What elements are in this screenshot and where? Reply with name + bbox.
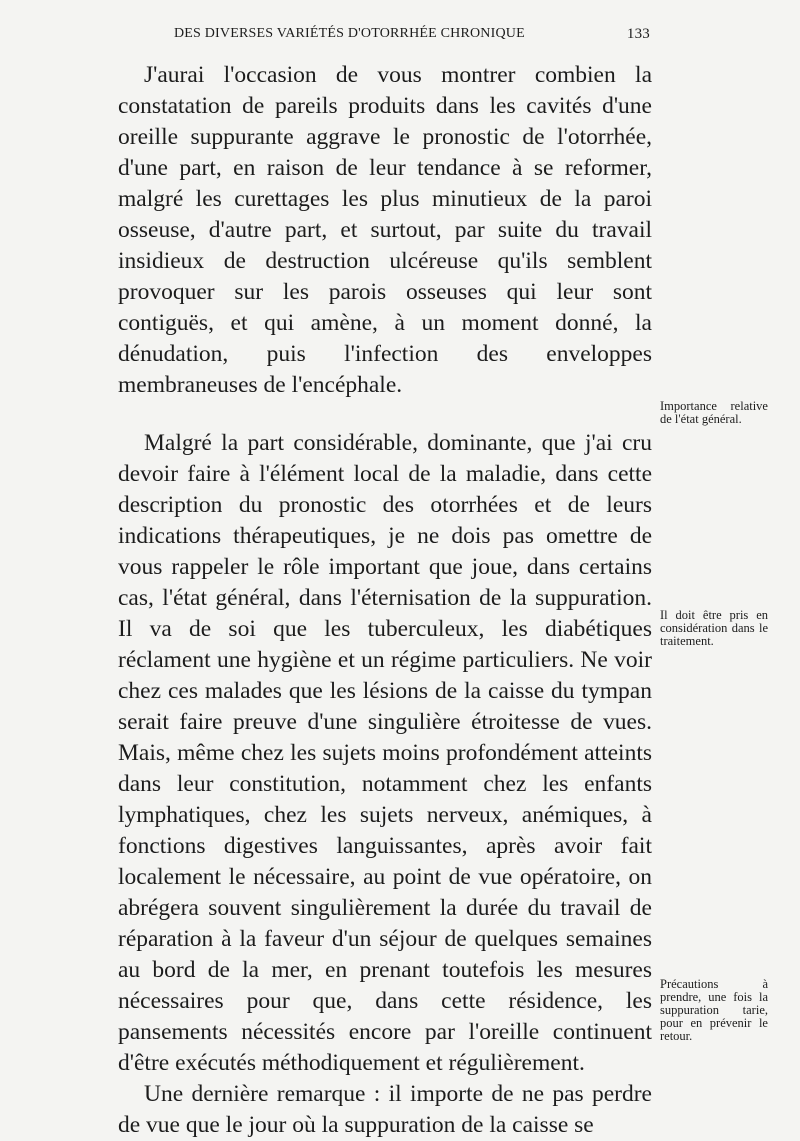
margin-note-treatment: Il doit être pris en considération dans le traitement. — [660, 608, 768, 648]
paragraph-1: J'aurai l'occasion de vous montrer combien la constatation de pareils produits dans les cavités d'une oreille suppurante aggrave le pronostic de l'otorrhée, d'une part, en raison de leur tendance à se reformer, malgré les curettages les plus minutieux de la paroi osseuse, d'autre part, et surtout, par suite du travail insidieux de destruction ulcéreuse qu'ils semblent provoquer sur les parois osseuses qui leur sont contiguës, et qui amène, à un moment donné, la dénudation, puis l'infection des enveloppes membraneuses de l'encéphale. — [118, 62, 652, 398]
main-text — [118, 60, 652, 1141]
page-header — [150, 20, 650, 46]
running-head: DES DIVERSES VARIÉTÉS D'OTORRHÉE CHRONIQUE — [174, 26, 525, 41]
margin-note-precautions: Précautions à prendre, une fois la suppuration tarie, pour en prévenir le retour. — [660, 977, 768, 1043]
paragraph-2: Malgré la part considérable, dominante, que j'ai cru devoir faire à l'élément local de la maladie, dans cette description du pronostic des otorrhées et de leurs indications thérapeutiques, je ne dois pas omettre de vous rappeler le rôle important que joue, dans certains cas, l'état général, dans l'éternisation de la suppuration. Il va de soi que les tuberculeux, les diabétiques réclament une hygiène et un régime particuliers. Ne voir chez ces malades que les lésions de la caisse du tympan serait faire preuve d'une singulière étroitesse de vues. Mais, même chez les sujets moins profondément atteints dans leur constitution, notamment chez les enfants lymphatiques, chez les sujets nerveux, anémiques, à fonctions digestives languissantes, après avoir fait localement le nécessaire, au point de vue opératoire, on abrégera souvent singulièrement la durée du travail de réparation à la faveur d'un séjour de quelques semaines au bord de la mer, en prenant toutefois les mesures nécessaires pour que, dans cette résidence, les pansements nécessités encore par l'oreille continuent d'être exécutés méthodiquement et régulièrement. — [118, 430, 652, 1076]
margin-note-importance: Importance relative de l'état général. — [660, 399, 768, 426]
paragraph-3: Une dernière remarque : il importe de ne pas perdre de vue que le jour où la suppuration de la caisse se — [118, 1081, 652, 1138]
page-number: 133 — [626, 26, 650, 42]
